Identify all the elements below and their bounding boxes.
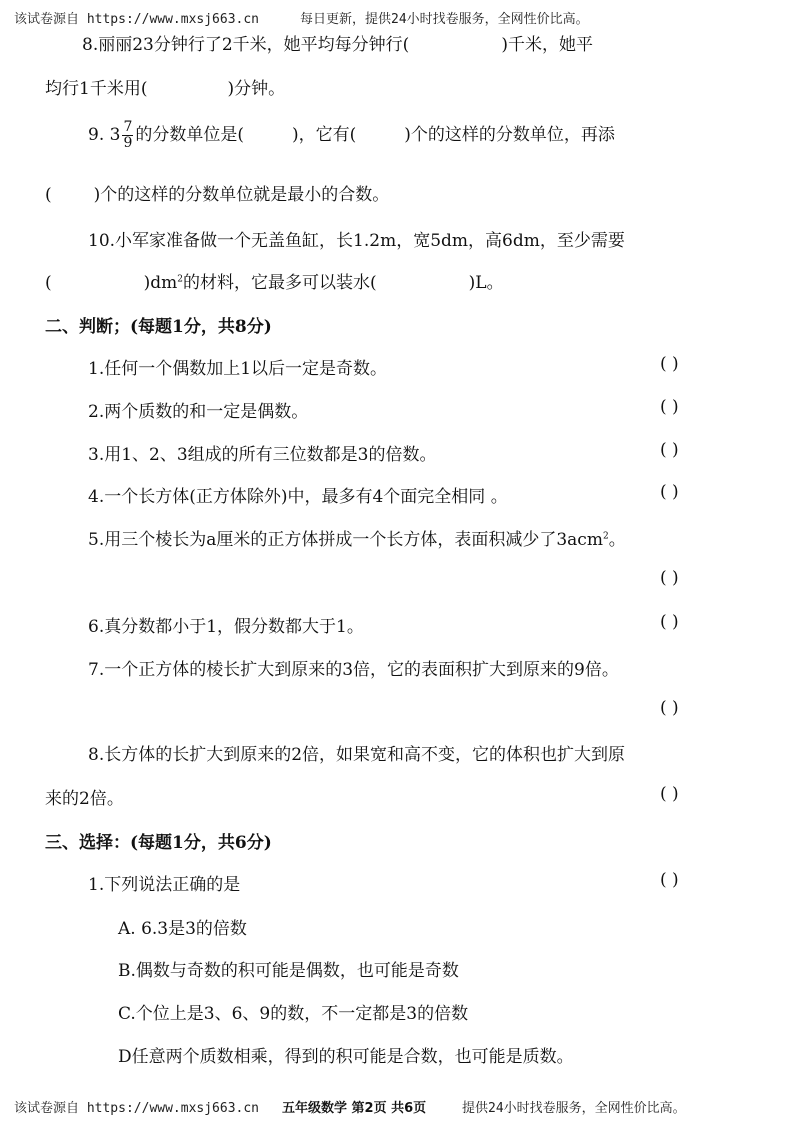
judge-section-title: 二、判断；(每题1分，共8分) <box>45 317 272 337</box>
header-slogan: 每日更新，提供24小时找卷服务，全网性价比高。 <box>300 12 589 27</box>
judge-answer-1[interactable]: ( ) <box>660 354 679 374</box>
judge-answer-3[interactable]: ( ) <box>660 440 679 460</box>
judge-item-3: 3.用1、2、3组成的所有三位数都是3的倍数。 <box>88 445 437 465</box>
fill-q10-sup: 2 <box>177 274 184 285</box>
fill-q9-line1 <box>88 120 615 151</box>
judge-item-5 <box>88 525 626 550</box>
judge-item-1: 1.任何一个偶数加上1以后一定是奇数。 <box>88 359 388 379</box>
judge-item-8-line2: 来的2倍。 <box>45 789 124 809</box>
judge-item-5-sup: 2 <box>602 531 609 542</box>
fraction-numerator: 7 <box>123 119 133 135</box>
choice-option-c: C.个位上是3、6、9的数，不一定都是3的倍数 <box>118 1004 469 1024</box>
fill-q8-text-c: 均行1千米用( <box>45 79 148 99</box>
judge-item-6: 6.真分数都小于1，假分数都大于1。 <box>88 617 364 637</box>
fill-q8-text-d: )分钟。 <box>227 79 286 99</box>
judge-answer-2[interactable]: ( ) <box>660 397 679 417</box>
judge-item-8-line1: 8.长方体的长扩大到原来的2倍，如果宽和高不变，它的体积也扩大到原 <box>88 745 626 765</box>
footer-slogan: 提供24小时找卷服务，全网性价比高。 <box>462 1101 686 1116</box>
fill-q9-text-e: )个的这样的分数单位就是最小的合数。 <box>93 185 390 205</box>
footer-page: 五年级数学 第2页 共6页 <box>282 1101 427 1116</box>
fill-q9-text-b: )，它有( <box>292 125 357 145</box>
fill-q9-whole: 9. 3 <box>88 125 121 145</box>
fill-q10-text-d: 的材料，它最多可以装水( <box>183 273 377 293</box>
judge-answer-8[interactable]: ( ) <box>660 784 679 804</box>
fill-q8-line2 <box>45 74 285 99</box>
judge-answer-7[interactable]: ( ) <box>660 698 679 718</box>
fill-q8-line1 <box>82 30 593 55</box>
fill-q10-line2 <box>45 268 504 293</box>
choice-q1: 1.下列说法正确的是 <box>88 875 241 895</box>
fill-q8-text-b: )千米，她平 <box>501 35 593 55</box>
fill-q10-text-c: )dm <box>143 273 178 293</box>
judge-item-5-end: 。 <box>608 530 626 550</box>
judge-item-7: 7.一个正方体的棱长扩大到原来的3倍，它的表面积扩大到原来的9倍。 <box>88 660 619 680</box>
footer-source: 该试卷源自 https://www.mxsj663.cn <box>14 1101 260 1116</box>
choice-option-d: D任意两个质数相乘，得到的积可能是合数，也可能是质数。 <box>118 1047 574 1067</box>
choice-option-a: A. 6.3是3的倍数 <box>118 919 247 939</box>
fill-q9-text-d: ( <box>45 185 52 205</box>
fraction-denominator: 9 <box>123 135 133 151</box>
judge-item-2: 2.两个质数的和一定是偶数。 <box>88 402 309 422</box>
fill-q10-text-b: ( <box>45 273 52 293</box>
judge-answer-4[interactable]: ( ) <box>660 482 679 502</box>
fill-q10-line1: 10.小军家准备做一个无盖鱼缸，长1.2m，宽5dm，高6dm，至少需要 <box>88 231 625 251</box>
choice-answer-1[interactable]: ( ) <box>660 870 679 890</box>
judge-answer-5[interactable]: ( ) <box>660 568 679 588</box>
judge-item-5-text: 5.用三个棱长为a厘米的正方体拼成一个长方体，表面积减少了3acm <box>88 530 603 550</box>
header-source: 该试卷源自 https://www.mxsj663.cn <box>14 12 260 27</box>
fill-q9-line2 <box>45 180 389 205</box>
fill-q9-text-c: )个的这样的分数单位，再添 <box>404 125 615 145</box>
choice-option-b: B.偶数与奇数的积可能是偶数，也可能是奇数 <box>118 961 459 981</box>
fill-q9-text-a: 的分数单位是( <box>135 125 245 145</box>
fill-q8-text-a: 8.丽丽23分钟行了2千米，她平均每分钟行( <box>82 35 410 55</box>
fill-q9-fraction <box>122 120 133 151</box>
judge-answer-6[interactable]: ( ) <box>660 612 679 632</box>
fill-q10-text-e: )L。 <box>468 273 504 293</box>
judge-item-4: 4.一个长方体(正方体除外)中，最多有4个面完全相同 。 <box>88 487 508 507</box>
choice-section-title: 三、选择：(每题1分，共6分) <box>45 833 272 853</box>
